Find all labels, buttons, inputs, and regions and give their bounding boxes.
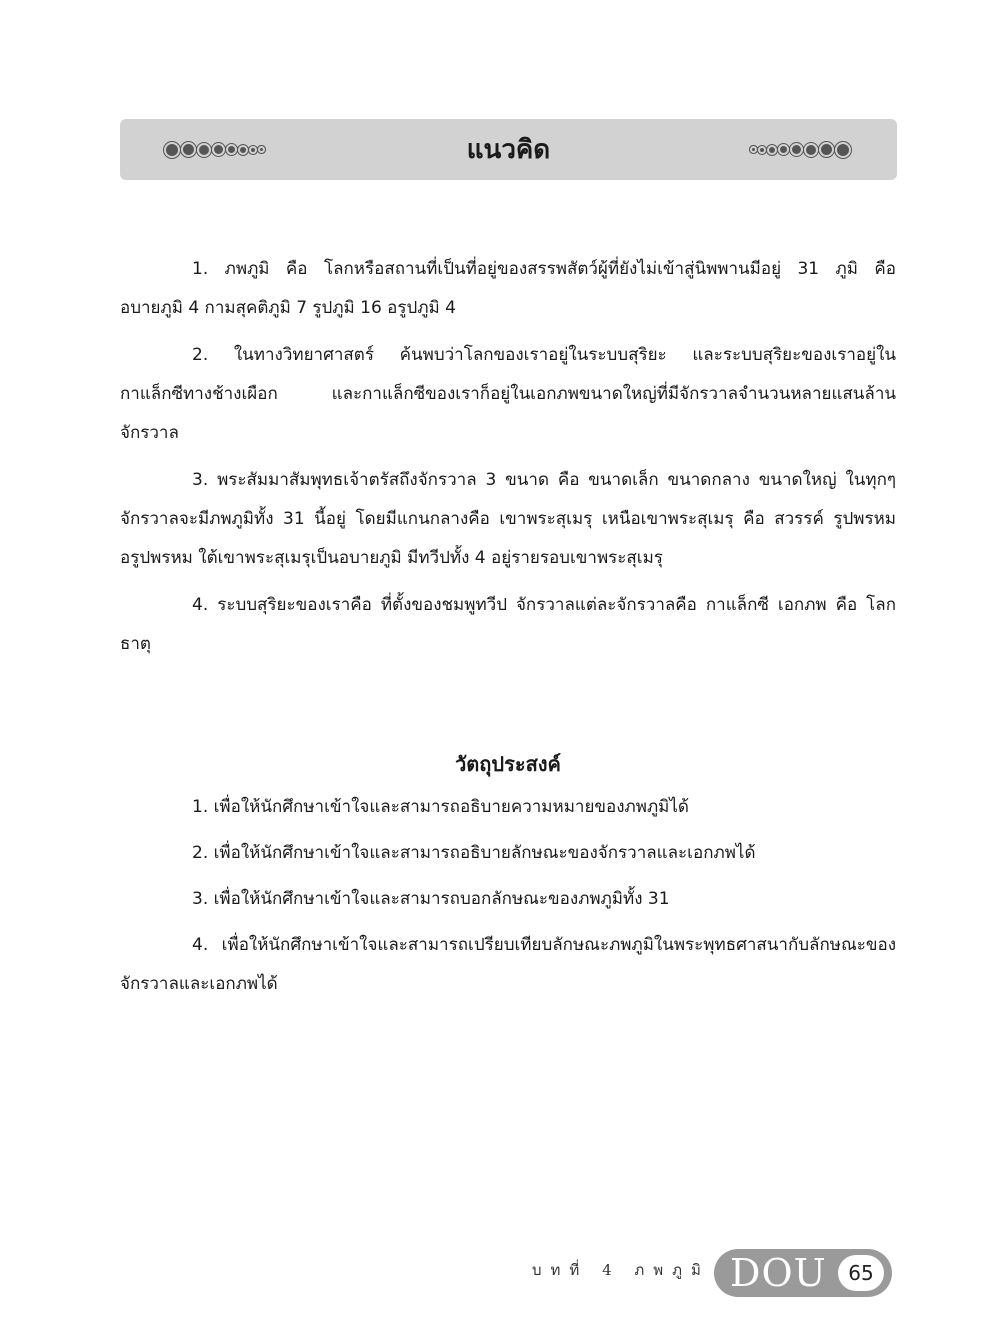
dot-icon xyxy=(821,144,832,155)
dou-logo-badge xyxy=(714,1249,892,1297)
objectives-heading: วัตถุประสงค์ xyxy=(455,752,561,776)
concept-paragraph-3: 3. พระสัมมาสัมพุทธเจ้าตรัสถึงจักรวาล 3 ขนาด คือ ขนาดเล็ก ขนาดกลาง ขนาดใหญ่ ในทุกๆ จักรวาลจะมีภพภูมิทั้ง 31 นี้อยู่ โดยมีแกนกลางคือ เขาพระสุเมรุ เหนือเขาพระสุเมรุ คือ สวรรค์ รูปพรหม อรูปพรหม ใต้เขาพระสุเมรุเป็นอบายภูมิ มีทวีปทั้ง 4 อยู่รายรอบเขาพระสุเมรุ xyxy=(120,470,896,568)
objective-item-2: 2. เพื่อให้นักศึกษาเข้าใจและสามารถอธิบายลักษณะของจักรวาลและเอกภพได้ xyxy=(192,843,756,863)
dot-icon xyxy=(780,146,787,153)
dot-icon xyxy=(752,148,755,151)
dot-icon xyxy=(792,145,801,154)
objective-item-3: 3. เพื่อให้นักศึกษาเข้าใจและสามารถบอกลักษณะของภพภูมิทั้ง 31 xyxy=(192,889,670,909)
dot-icon xyxy=(837,144,849,156)
decorative-dots-right xyxy=(752,119,849,180)
dot-icon xyxy=(760,148,764,152)
objective-item-4: 4. เพื่อให้นักศึกษาเข้าใจและสามารถเปรียบเทียบลักษณะภพภูมิในพระพุทธศาสนากับลักษณะของจักรวาลและเอกภพได้ xyxy=(120,935,896,994)
page-number: 65 xyxy=(838,1255,884,1291)
concept-paragraph-4: 4. ระบบสุริยะของเราคือ ที่ตั้งของชมพูทวีป จักรวาลแต่ละจักรวาลคือ กาแล็กซี เอกภพ คือ โลกธาตุ xyxy=(120,595,896,654)
chapter-label: บทที่ 4 ภพภูมิ xyxy=(532,1261,710,1279)
header-banner xyxy=(120,119,897,180)
concept-paragraph-2: 2. ในทางวิทยาศาสตร์ ค้นพบว่าโลกของเราอยู่ในระบบสุริยะ และระบบสุริยะของเราอยู่ในกาแล็กซีทางช้างเผือก และกาแล็กซีของเราก็อยู่ในเอกภพขนาดใหญ่ที่มีจักรวาลจำนวนหลายแสนล้านจักรวาล xyxy=(120,345,896,443)
dot-icon xyxy=(806,145,816,155)
dot-icon xyxy=(769,147,775,153)
dou-logo: DOU xyxy=(730,1251,827,1295)
concept-paragraph-1: 1. ภพภูมิ คือ โลกหรือสถานที่เป็นที่อยู่ของสรรพสัตว์ผู้ที่ยังไม่เข้าสู่นิพพานมีอยู่ 31 ภูมิ คือ อบายภูมิ 4 กามสุคติภูมิ 7 รูปภูมิ 16 อรูปภูมิ 4 xyxy=(120,259,896,318)
section-heading: แนวคิด xyxy=(466,135,551,165)
objective-item-1: 1. เพื่อให้นักศึกษาเข้าใจและสามารถอธิบายความหมายของภพภูมิได้ xyxy=(192,797,689,817)
page-content xyxy=(120,250,896,1011)
